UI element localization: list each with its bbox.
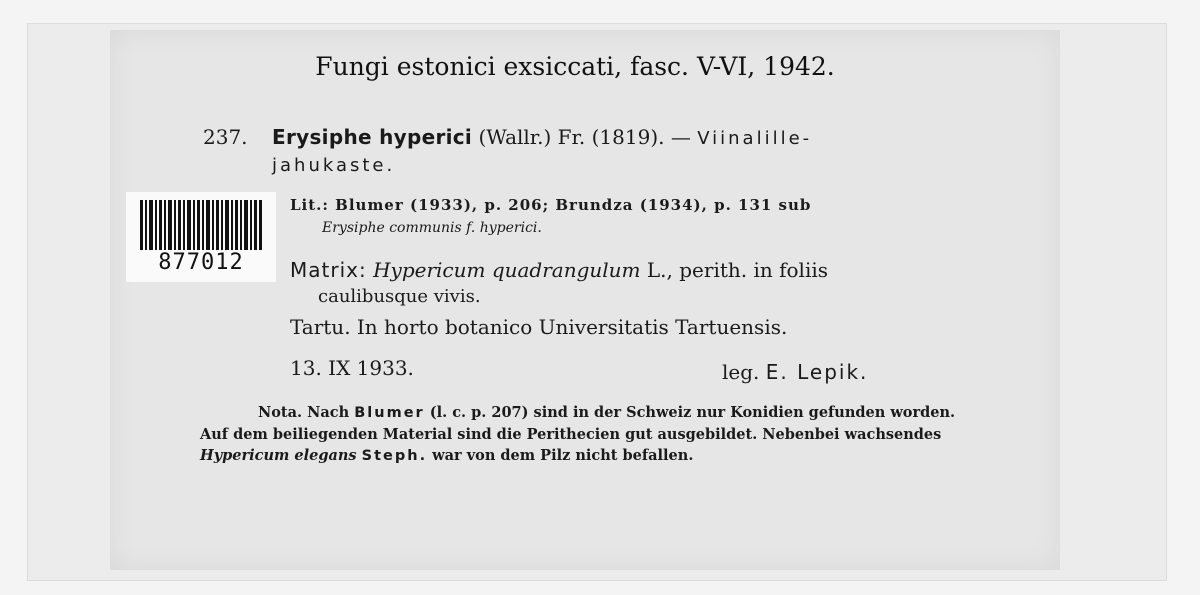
note-text-2: (l. c. p. 207) sind in der Schweiz nur Konidien gefunden worden. Auf dem beiliegenden Material sind die Perithecien gut ausgebildet. Nebenbei wachsendes	[200, 404, 956, 443]
literature-line2: Erysiphe communis f. hyperici.	[322, 220, 542, 236]
note-text-3: war von dem Pilz nicht befallen.	[432, 447, 694, 464]
entry-heading	[272, 125, 812, 149]
collector-name: E. Lepik.	[765, 360, 869, 384]
barcode-number: 877012	[158, 250, 244, 275]
entry-number: 237.	[203, 125, 248, 149]
species-authority: (Wallr.) Fr. (1819). —	[478, 125, 691, 149]
exsiccata-title: Fungi estonici exsiccati, fasc. V-VI, 1942.	[315, 52, 835, 81]
locality: Tartu. In horto botanico Universitatis Tartuensis.	[290, 315, 788, 339]
literature-line1: Lit.: Blumer (1933), p. 206; Brundza (1934), p. 131 sub	[290, 196, 812, 214]
matrix-line1	[290, 258, 828, 282]
collection-date: 13. IX 1933.	[290, 356, 414, 380]
matrix-line2: caulibusque vivis.	[318, 286, 481, 307]
matrix-rest: L., perith. in foliis	[646, 258, 829, 282]
note-paragraph	[200, 402, 965, 467]
specimen-label	[110, 30, 1060, 570]
common-name-part1: Viinalille-	[697, 128, 813, 149]
collector-prefix: leg.	[722, 360, 760, 384]
note-person: Blumer	[354, 405, 425, 421]
matrix-host: Hypericum quadrangulum	[373, 258, 641, 282]
note-text-1: Nach	[307, 404, 350, 421]
note-label: Nota.	[258, 404, 303, 421]
species-name: Erysiphe hyperici	[272, 125, 473, 149]
matrix-key: Matrix:	[290, 258, 367, 282]
barcode-icon	[140, 200, 262, 250]
collector	[722, 360, 868, 384]
common-name-part2: jahukaste.	[272, 155, 396, 176]
note-author: Steph.	[361, 448, 428, 464]
barcode-label	[126, 192, 276, 282]
note-host: Hypericum elegans	[200, 447, 357, 464]
